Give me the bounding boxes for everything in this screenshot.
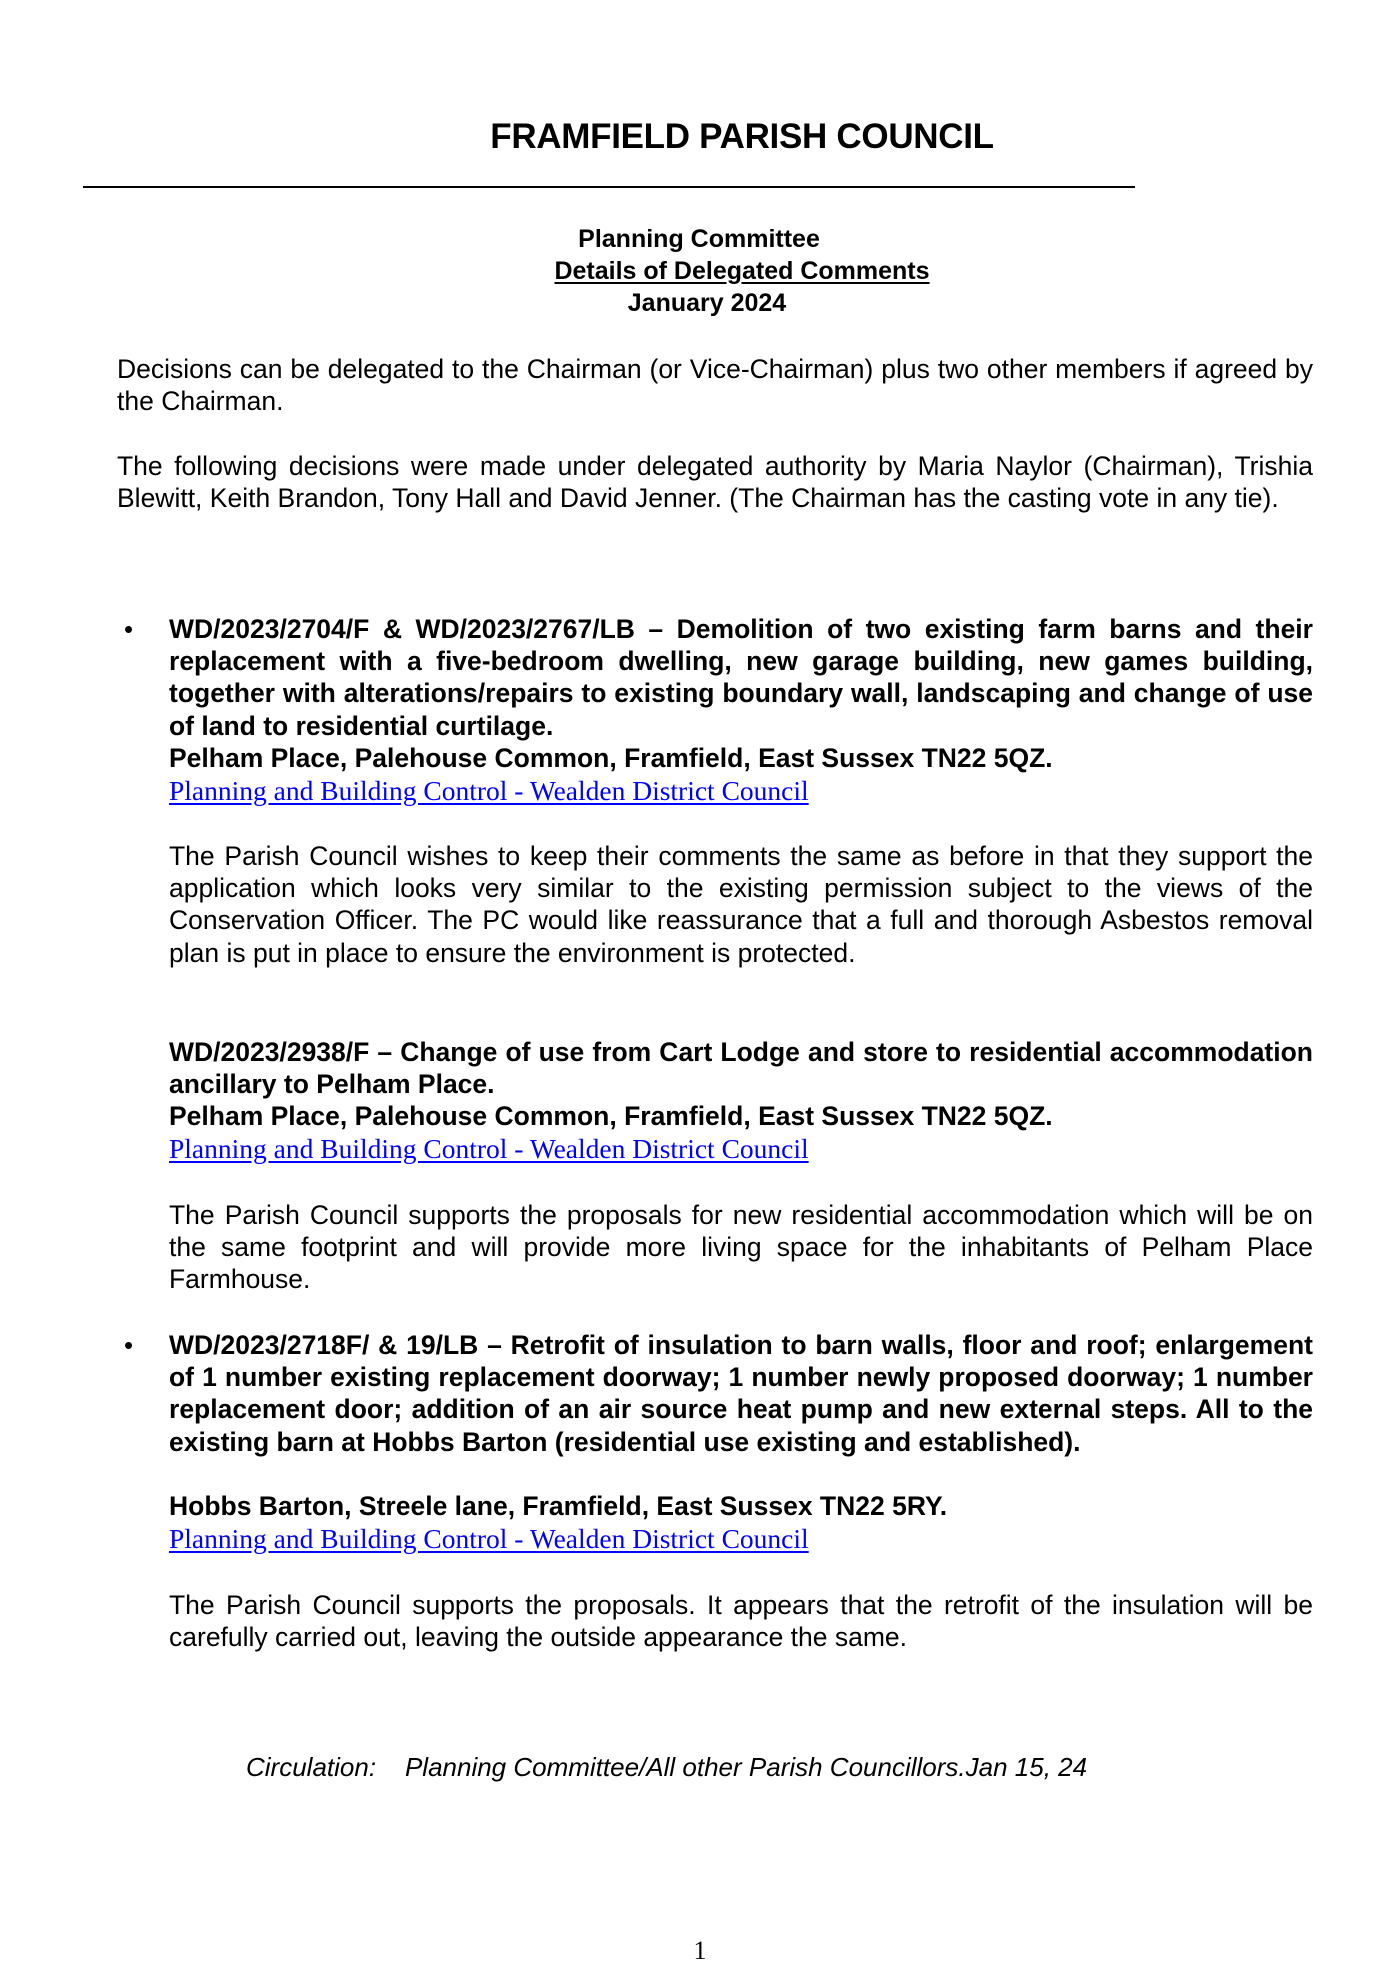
- intro-paragraph-members: The following decisions were made under delegated authority by Maria Naylor (Chairman), Trishia Blewitt, Keith Brandon, Tony Hall and David Jenner. (The Chairman has the casting vote in any tie).: [117, 451, 1313, 514]
- application-1-description: WD/2023/2704/F & WD/2023/2767/LB – Demolition of two existing farm barns and their replacement with a five-bedroom dwelling, new garage building, new games building, together with alterations/repairs to existing boundary wall, landscaping and change of use of land to residential curtilage.: [169, 614, 1313, 741]
- application-2-description: WD/2023/2938/F – Change of use from Cart Lodge and store to residential accommodation ancillary to Pelham Place.: [169, 1037, 1313, 1100]
- application-2-address: Pelham Place, Palehouse Common, Framfield, East Sussex TN22 5QZ.: [169, 1101, 1053, 1131]
- header-divider: [83, 186, 1135, 188]
- application-1-planning-link[interactable]: Planning and Building Control - Wealden District Council: [169, 775, 809, 806]
- application-3-planning-link[interactable]: Planning and Building Control - Wealden District Council: [169, 1523, 809, 1554]
- document-subtitle: Details of Delegated Comments: [554, 257, 930, 285]
- application-1-address: Pelham Place, Palehouse Common, Framfield, East Sussex TN22 5QZ.: [169, 743, 1053, 773]
- committee-heading: Planning Committee: [578, 225, 820, 253]
- intro-paragraph-delegation: Decisions can be delegated to the Chairman (or Vice-Chairman) plus two other members if agreed by the Chairman.: [117, 354, 1313, 417]
- circulation-note: Circulation: Planning Committee/All other Parish Councillors.Jan 15, 24: [246, 1752, 1088, 1782]
- application-1-comment: The Parish Council wishes to keep their comments the same as before in that they support the application which looks very similar to the existing permission subject to the views of the Conservation Officer. The PC would like reassurance that a full and thorough Asbestos removal plan is put in place to ensure the environment is protected.: [169, 841, 1313, 968]
- bullet-icon: •: [124, 614, 134, 644]
- bullet-icon: •: [124, 1330, 134, 1360]
- page-number: 1: [693, 1936, 707, 1965]
- application-3-comment: The Parish Council supports the proposals. It appears that the retrofit of the insulation will be carefully carried out, leaving the outside appearance the same.: [169, 1590, 1313, 1653]
- page-title: FRAMFIELD PARISH COUNCIL: [490, 117, 994, 156]
- document-date: January 2024: [627, 289, 787, 317]
- application-2-comment: The Parish Council supports the proposals for new residential accommodation which will be on the same footprint and will provide more living space for the inhabitants of Pelham Place Farmhouse.: [169, 1200, 1313, 1295]
- application-2-planning-link[interactable]: Planning and Building Control - Wealden District Council: [169, 1133, 809, 1164]
- application-3-description: WD/2023/2718F/ & 19/LB – Retrofit of insulation to barn walls, floor and roof; enlargement of 1 number existing replacement doorway; 1 number newly proposed doorway; 1 number replacement door; addition of an air source heat pump and new external steps. All to the existing barn at Hobbs Barton (residential use existing and established).: [169, 1330, 1313, 1457]
- application-3-address: Hobbs Barton, Streele lane, Framfield, East Sussex TN22 5RY.: [169, 1491, 948, 1521]
